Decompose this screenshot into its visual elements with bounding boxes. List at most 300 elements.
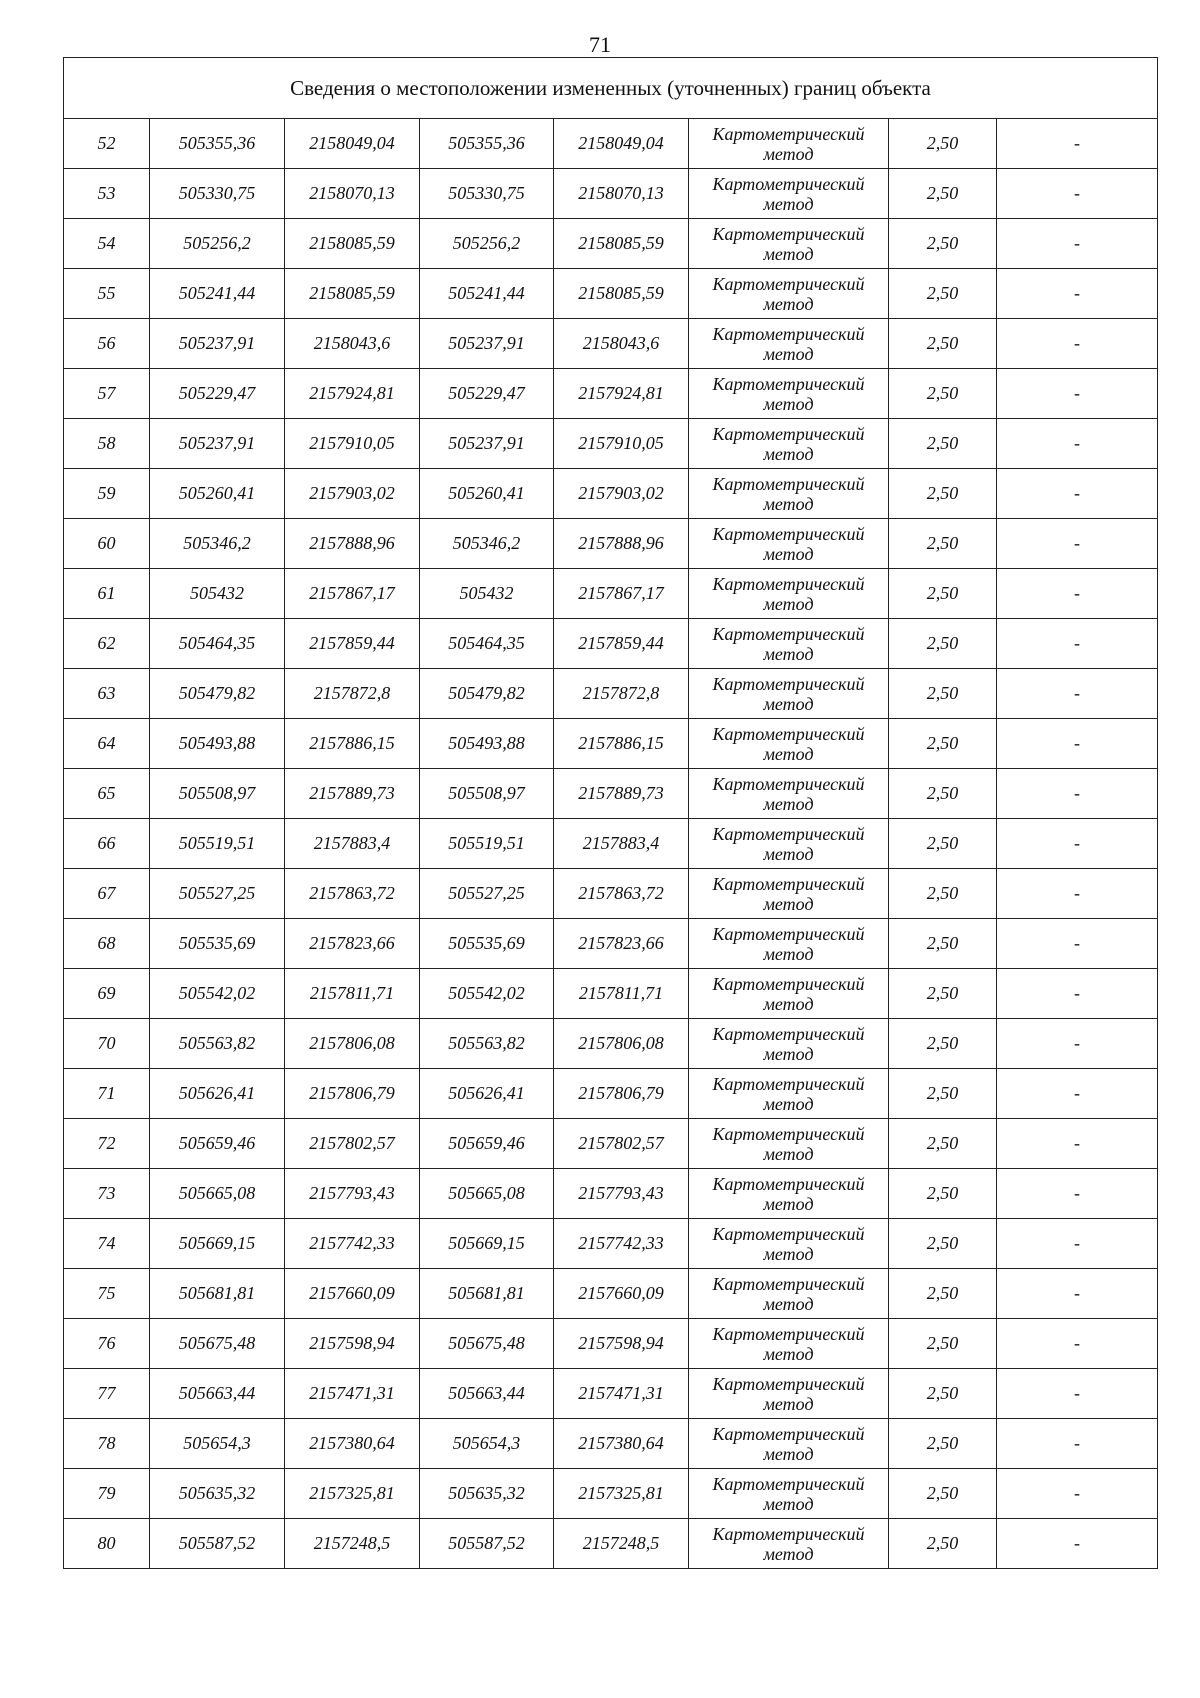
cell-method <box>689 419 889 469</box>
cell-existing-y: 2157872,8 <box>285 669 420 719</box>
cell-method <box>689 769 889 819</box>
cell-refined-y: 2157793,43 <box>554 1169 689 1219</box>
cell-point-number: 57 <box>64 369 150 419</box>
cell-refined-y: 2157742,33 <box>554 1219 689 1269</box>
cell-existing-y: 2157793,43 <box>285 1169 420 1219</box>
cell-method <box>689 1219 889 1269</box>
method-line-1: Картометрический <box>712 1023 865 1044</box>
cell-point-number: 79 <box>64 1469 150 1519</box>
cell-existing-x: 505241,44 <box>150 269 285 319</box>
cell-existing-y: 2157380,64 <box>285 1419 420 1469</box>
cell-accuracy: 2,50 <box>889 1469 997 1519</box>
cell-point-number: 73 <box>64 1169 150 1219</box>
cell-existing-y: 2157823,66 <box>285 919 420 969</box>
table-row <box>64 1419 1158 1469</box>
cell-refined-x: 505669,15 <box>420 1219 554 1269</box>
method-line-2: метод <box>763 1543 814 1564</box>
table-row <box>64 769 1158 819</box>
cell-existing-x: 505508,97 <box>150 769 285 819</box>
cell-existing-y: 2157859,44 <box>285 619 420 669</box>
cell-accuracy: 2,50 <box>889 669 997 719</box>
cell-method <box>689 1069 889 1119</box>
method-line-2: метод <box>763 943 814 964</box>
cell-note: - <box>997 219 1158 269</box>
cell-point-number: 60 <box>64 519 150 569</box>
cell-refined-y: 2158085,59 <box>554 269 689 319</box>
cell-existing-x: 505527,25 <box>150 869 285 919</box>
cell-existing-x: 505260,41 <box>150 469 285 519</box>
cell-note: - <box>997 1419 1158 1469</box>
method-line-2: метод <box>763 543 814 564</box>
cell-accuracy: 2,50 <box>889 869 997 919</box>
cell-method <box>689 719 889 769</box>
cell-refined-y: 2157903,02 <box>554 469 689 519</box>
cell-point-number: 58 <box>64 419 150 469</box>
cell-accuracy: 2,50 <box>889 1419 997 1469</box>
cell-method <box>689 669 889 719</box>
cell-refined-y: 2157924,81 <box>554 369 689 419</box>
cell-existing-x: 505479,82 <box>150 669 285 719</box>
cell-note: - <box>997 419 1158 469</box>
cell-refined-x: 505663,44 <box>420 1369 554 1419</box>
cell-existing-y: 2157889,73 <box>285 769 420 819</box>
cell-note: - <box>997 669 1158 719</box>
cell-existing-x: 505229,47 <box>150 369 285 419</box>
cell-refined-x: 505493,88 <box>420 719 554 769</box>
method-line-2: метод <box>763 1043 814 1064</box>
method-line-1: Картометрический <box>712 323 865 344</box>
cell-method <box>689 1519 889 1569</box>
table-row <box>64 669 1158 719</box>
cell-refined-x: 505237,91 <box>420 419 554 469</box>
cell-accuracy: 2,50 <box>889 1369 997 1419</box>
table-row <box>64 419 1158 469</box>
method-line-2: метод <box>763 843 814 864</box>
cell-refined-y: 2157806,08 <box>554 1019 689 1069</box>
cell-accuracy: 2,50 <box>889 819 997 869</box>
cell-accuracy: 2,50 <box>889 119 997 169</box>
method-line-2: метод <box>763 393 814 414</box>
cell-existing-x: 505663,44 <box>150 1369 285 1419</box>
cell-refined-y: 2157811,71 <box>554 969 689 1019</box>
cell-note: - <box>997 819 1158 869</box>
cell-method <box>689 1369 889 1419</box>
cell-note: - <box>997 719 1158 769</box>
cell-method <box>689 519 889 569</box>
cell-method <box>689 269 889 319</box>
cell-method <box>689 869 889 919</box>
cell-point-number: 77 <box>64 1369 150 1419</box>
cell-accuracy: 2,50 <box>889 219 997 269</box>
cell-refined-x: 505587,52 <box>420 1519 554 1569</box>
cell-existing-x: 505519,51 <box>150 819 285 869</box>
method-line-2: метод <box>763 493 814 514</box>
table-row <box>64 469 1158 519</box>
method-line-2: метод <box>763 993 814 1014</box>
table-row <box>64 1369 1158 1419</box>
cell-refined-x: 505256,2 <box>420 219 554 269</box>
cell-existing-y: 2157248,5 <box>285 1519 420 1569</box>
cell-note: - <box>997 1219 1158 1269</box>
page-number: 71 <box>589 32 611 57</box>
cell-existing-x: 505635,32 <box>150 1469 285 1519</box>
method-line-2: метод <box>763 1343 814 1364</box>
cell-refined-y: 2157889,73 <box>554 769 689 819</box>
method-line-2: метод <box>763 893 814 914</box>
cell-existing-y: 2158085,59 <box>285 219 420 269</box>
cell-refined-x: 505675,48 <box>420 1319 554 1369</box>
table-row <box>64 919 1158 969</box>
table-row <box>64 869 1158 919</box>
cell-point-number: 64 <box>64 719 150 769</box>
cell-existing-y: 2157660,09 <box>285 1269 420 1319</box>
cell-existing-y: 2157811,71 <box>285 969 420 1019</box>
cell-existing-x: 505675,48 <box>150 1319 285 1369</box>
method-line-2: метод <box>763 343 814 364</box>
cell-note: - <box>997 1319 1158 1369</box>
cell-method <box>689 969 889 1019</box>
cell-note: - <box>997 369 1158 419</box>
cell-note: - <box>997 1019 1158 1069</box>
table-row <box>64 719 1158 769</box>
cell-note: - <box>997 1369 1158 1419</box>
cell-refined-x: 505241,44 <box>420 269 554 319</box>
cell-existing-y: 2157742,33 <box>285 1219 420 1269</box>
cell-refined-y: 2157867,17 <box>554 569 689 619</box>
method-line-2: метод <box>763 693 814 714</box>
cell-method <box>689 1469 889 1519</box>
cell-refined-x: 505229,47 <box>420 369 554 419</box>
cell-refined-x: 505508,97 <box>420 769 554 819</box>
cell-method <box>689 1319 889 1369</box>
cell-refined-x: 505527,25 <box>420 869 554 919</box>
method-line-1: Картометрический <box>712 223 865 244</box>
cell-method <box>689 319 889 369</box>
table-row <box>64 1119 1158 1169</box>
method-line-2: метод <box>763 1243 814 1264</box>
method-line-1: Картометрический <box>712 623 865 644</box>
cell-point-number: 76 <box>64 1319 150 1369</box>
cell-existing-y: 2157471,31 <box>285 1369 420 1419</box>
cell-refined-y: 2157883,4 <box>554 819 689 869</box>
cell-note: - <box>997 1519 1158 1569</box>
cell-refined-y: 2157598,94 <box>554 1319 689 1369</box>
method-line-1: Картометрический <box>712 1473 865 1494</box>
cell-refined-x: 505260,41 <box>420 469 554 519</box>
method-line-1: Картометрический <box>712 1423 865 1444</box>
cell-point-number: 69 <box>64 969 150 1019</box>
method-line-1: Картометрический <box>712 573 865 594</box>
cell-refined-x: 505237,91 <box>420 319 554 369</box>
cell-accuracy: 2,50 <box>889 769 997 819</box>
cell-accuracy: 2,50 <box>889 969 997 1019</box>
cell-refined-x: 505654,3 <box>420 1419 554 1469</box>
cell-note: - <box>997 769 1158 819</box>
cell-point-number: 62 <box>64 619 150 669</box>
cell-point-number: 72 <box>64 1119 150 1169</box>
method-line-2: метод <box>763 593 814 614</box>
cell-existing-y: 2157806,79 <box>285 1069 420 1119</box>
table-row <box>64 119 1158 169</box>
cell-existing-y: 2158043,6 <box>285 319 420 369</box>
cell-refined-y: 2157888,96 <box>554 519 689 569</box>
cell-existing-x: 505237,91 <box>150 419 285 469</box>
cell-existing-y: 2157883,4 <box>285 819 420 869</box>
cell-point-number: 65 <box>64 769 150 819</box>
method-line-1: Картометрический <box>712 1373 865 1394</box>
table-row <box>64 1069 1158 1119</box>
cell-point-number: 66 <box>64 819 150 869</box>
method-line-2: метод <box>763 443 814 464</box>
table-row <box>64 1269 1158 1319</box>
method-line-1: Картометрический <box>712 1523 865 1544</box>
cell-point-number: 70 <box>64 1019 150 1069</box>
cell-existing-x: 505355,36 <box>150 119 285 169</box>
cell-note: - <box>997 1169 1158 1219</box>
cell-existing-x: 505626,41 <box>150 1069 285 1119</box>
method-line-1: Картометрический <box>712 823 865 844</box>
table-row <box>64 1019 1158 1069</box>
cell-method <box>689 119 889 169</box>
cell-point-number: 55 <box>64 269 150 319</box>
cell-note: - <box>997 1119 1158 1169</box>
cell-existing-x: 505237,91 <box>150 319 285 369</box>
table-row <box>64 269 1158 319</box>
cell-refined-x: 505659,46 <box>420 1119 554 1169</box>
cell-existing-x: 505659,46 <box>150 1119 285 1169</box>
method-line-1: Картометрический <box>712 173 865 194</box>
cell-note: - <box>997 569 1158 619</box>
cell-existing-x: 505464,35 <box>150 619 285 669</box>
cell-accuracy: 2,50 <box>889 1219 997 1269</box>
method-line-1: Картометрический <box>712 523 865 544</box>
cell-note: - <box>997 919 1158 969</box>
cell-point-number: 52 <box>64 119 150 169</box>
cell-refined-y: 2157802,57 <box>554 1119 689 1169</box>
cell-note: - <box>997 469 1158 519</box>
cell-existing-y: 2158070,13 <box>285 169 420 219</box>
cell-refined-y: 2157660,09 <box>554 1269 689 1319</box>
cell-existing-x: 505681,81 <box>150 1269 285 1319</box>
cell-accuracy: 2,50 <box>889 1319 997 1369</box>
table-row <box>64 969 1158 1019</box>
cell-refined-x: 505535,69 <box>420 919 554 969</box>
cell-method <box>689 1419 889 1469</box>
cell-refined-y: 2157886,15 <box>554 719 689 769</box>
cell-refined-y: 2157380,64 <box>554 1419 689 1469</box>
cell-existing-y: 2157910,05 <box>285 419 420 469</box>
method-line-1: Картометрический <box>712 1173 865 1194</box>
cell-accuracy: 2,50 <box>889 519 997 569</box>
cell-point-number: 54 <box>64 219 150 269</box>
cell-accuracy: 2,50 <box>889 719 997 769</box>
cell-refined-x: 505519,51 <box>420 819 554 869</box>
cell-refined-x: 505330,75 <box>420 169 554 219</box>
cell-existing-x: 505493,88 <box>150 719 285 769</box>
table-row <box>64 1319 1158 1369</box>
method-line-1: Картометрический <box>712 123 865 144</box>
cell-refined-y: 2158070,13 <box>554 169 689 219</box>
cell-note: - <box>997 319 1158 369</box>
cell-accuracy: 2,50 <box>889 1119 997 1169</box>
cell-point-number: 80 <box>64 1519 150 1569</box>
method-line-1: Картометрический <box>712 723 865 744</box>
method-line-2: метод <box>763 1093 814 1114</box>
cell-note: - <box>997 519 1158 569</box>
table-row <box>64 319 1158 369</box>
cell-method <box>689 219 889 269</box>
cell-existing-y: 2157802,57 <box>285 1119 420 1169</box>
cell-refined-x: 505464,35 <box>420 619 554 669</box>
cell-refined-y: 2157325,81 <box>554 1469 689 1519</box>
cell-method <box>689 1019 889 1069</box>
cell-accuracy: 2,50 <box>889 569 997 619</box>
cell-point-number: 61 <box>64 569 150 619</box>
cell-method <box>689 369 889 419</box>
cell-point-number: 68 <box>64 919 150 969</box>
table-row <box>64 369 1158 419</box>
method-line-2: метод <box>763 1193 814 1214</box>
cell-accuracy: 2,50 <box>889 469 997 519</box>
cell-accuracy: 2,50 <box>889 269 997 319</box>
cell-existing-y: 2158085,59 <box>285 269 420 319</box>
cell-method <box>689 819 889 869</box>
table-row <box>64 219 1158 269</box>
table-row <box>64 1169 1158 1219</box>
cell-existing-y: 2157888,96 <box>285 519 420 569</box>
method-line-2: метод <box>763 1143 814 1164</box>
method-line-2: метод <box>763 643 814 664</box>
cell-existing-x: 505256,2 <box>150 219 285 269</box>
cell-refined-y: 2157859,44 <box>554 619 689 669</box>
method-line-1: Картометрический <box>712 423 865 444</box>
method-line-1: Картометрический <box>712 773 865 794</box>
cell-existing-y: 2157886,15 <box>285 719 420 769</box>
cell-point-number: 74 <box>64 1219 150 1269</box>
method-line-1: Картометрический <box>712 1073 865 1094</box>
cell-accuracy: 2,50 <box>889 619 997 669</box>
cell-accuracy: 2,50 <box>889 1519 997 1569</box>
cell-method <box>689 1269 889 1319</box>
cell-note: - <box>997 619 1158 669</box>
cell-refined-x: 505563,82 <box>420 1019 554 1069</box>
cell-refined-y: 2158049,04 <box>554 119 689 169</box>
method-line-1: Картометрический <box>712 473 865 494</box>
method-line-1: Картометрический <box>712 923 865 944</box>
method-line-1: Картометрический <box>712 673 865 694</box>
coordinates-table <box>63 57 1158 1569</box>
cell-point-number: 75 <box>64 1269 150 1319</box>
cell-refined-x: 505432 <box>420 569 554 619</box>
method-line-2: метод <box>763 1293 814 1314</box>
table-row <box>64 569 1158 619</box>
cell-existing-y: 2157806,08 <box>285 1019 420 1069</box>
cell-accuracy: 2,50 <box>889 169 997 219</box>
cell-point-number: 67 <box>64 869 150 919</box>
cell-point-number: 78 <box>64 1419 150 1469</box>
cell-refined-x: 505346,2 <box>420 519 554 569</box>
cell-existing-x: 505665,08 <box>150 1169 285 1219</box>
cell-refined-y: 2158085,59 <box>554 219 689 269</box>
cell-point-number: 56 <box>64 319 150 369</box>
cell-method <box>689 1119 889 1169</box>
method-line-1: Картометрический <box>712 373 865 394</box>
cell-existing-x: 505669,15 <box>150 1219 285 1269</box>
cell-point-number: 59 <box>64 469 150 519</box>
cell-existing-x: 505535,69 <box>150 919 285 969</box>
cell-accuracy: 2,50 <box>889 369 997 419</box>
cell-refined-y: 2158043,6 <box>554 319 689 369</box>
method-line-1: Картометрический <box>712 273 865 294</box>
cell-accuracy: 2,50 <box>889 419 997 469</box>
cell-existing-x: 505346,2 <box>150 519 285 569</box>
cell-method <box>689 169 889 219</box>
table-row <box>64 1469 1158 1519</box>
cell-accuracy: 2,50 <box>889 319 997 369</box>
cell-point-number: 63 <box>64 669 150 719</box>
table-row <box>64 1219 1158 1269</box>
cell-note: - <box>997 1269 1158 1319</box>
cell-method <box>689 619 889 669</box>
table-row <box>64 1519 1158 1569</box>
method-line-2: метод <box>763 193 814 214</box>
cell-existing-y: 2157863,72 <box>285 869 420 919</box>
method-line-2: метод <box>763 1493 814 1514</box>
table-row <box>64 819 1158 869</box>
cell-refined-x: 505665,08 <box>420 1169 554 1219</box>
method-line-2: метод <box>763 793 814 814</box>
cell-refined-x: 505479,82 <box>420 669 554 719</box>
table-row <box>64 519 1158 569</box>
cell-existing-x: 505587,52 <box>150 1519 285 1569</box>
cell-refined-y: 2157248,5 <box>554 1519 689 1569</box>
method-line-1: Картометрический <box>712 1123 865 1144</box>
cell-existing-x: 505654,3 <box>150 1419 285 1469</box>
cell-existing-y: 2157867,17 <box>285 569 420 619</box>
cell-note: - <box>997 269 1158 319</box>
cell-method <box>689 569 889 619</box>
cell-existing-y: 2157924,81 <box>285 369 420 419</box>
table-row <box>64 619 1158 669</box>
cell-refined-x: 505355,36 <box>420 119 554 169</box>
cell-accuracy: 2,50 <box>889 1269 997 1319</box>
cell-existing-x: 505563,82 <box>150 1019 285 1069</box>
table-title: Сведения о местоположении измененных (уточненных) границ объекта <box>64 58 1158 119</box>
cell-note: - <box>997 1069 1158 1119</box>
cell-refined-y: 2157910,05 <box>554 419 689 469</box>
cell-refined-x: 505542,02 <box>420 969 554 1019</box>
cell-accuracy: 2,50 <box>889 1019 997 1069</box>
cell-accuracy: 2,50 <box>889 919 997 969</box>
cell-existing-y: 2157903,02 <box>285 469 420 519</box>
method-line-1: Картометрический <box>712 873 865 894</box>
method-line-2: метод <box>763 1443 814 1464</box>
cell-note: - <box>997 169 1158 219</box>
cell-note: - <box>997 119 1158 169</box>
method-line-2: метод <box>763 1393 814 1414</box>
cell-note: - <box>997 1469 1158 1519</box>
cell-refined-y: 2157471,31 <box>554 1369 689 1419</box>
cell-refined-x: 505681,81 <box>420 1269 554 1319</box>
cell-existing-y: 2158049,04 <box>285 119 420 169</box>
cell-point-number: 71 <box>64 1069 150 1119</box>
cell-accuracy: 2,50 <box>889 1069 997 1119</box>
cell-refined-x: 505626,41 <box>420 1069 554 1119</box>
method-line-2: метод <box>763 743 814 764</box>
cell-note: - <box>997 869 1158 919</box>
method-line-2: метод <box>763 243 814 264</box>
table-row <box>64 169 1158 219</box>
